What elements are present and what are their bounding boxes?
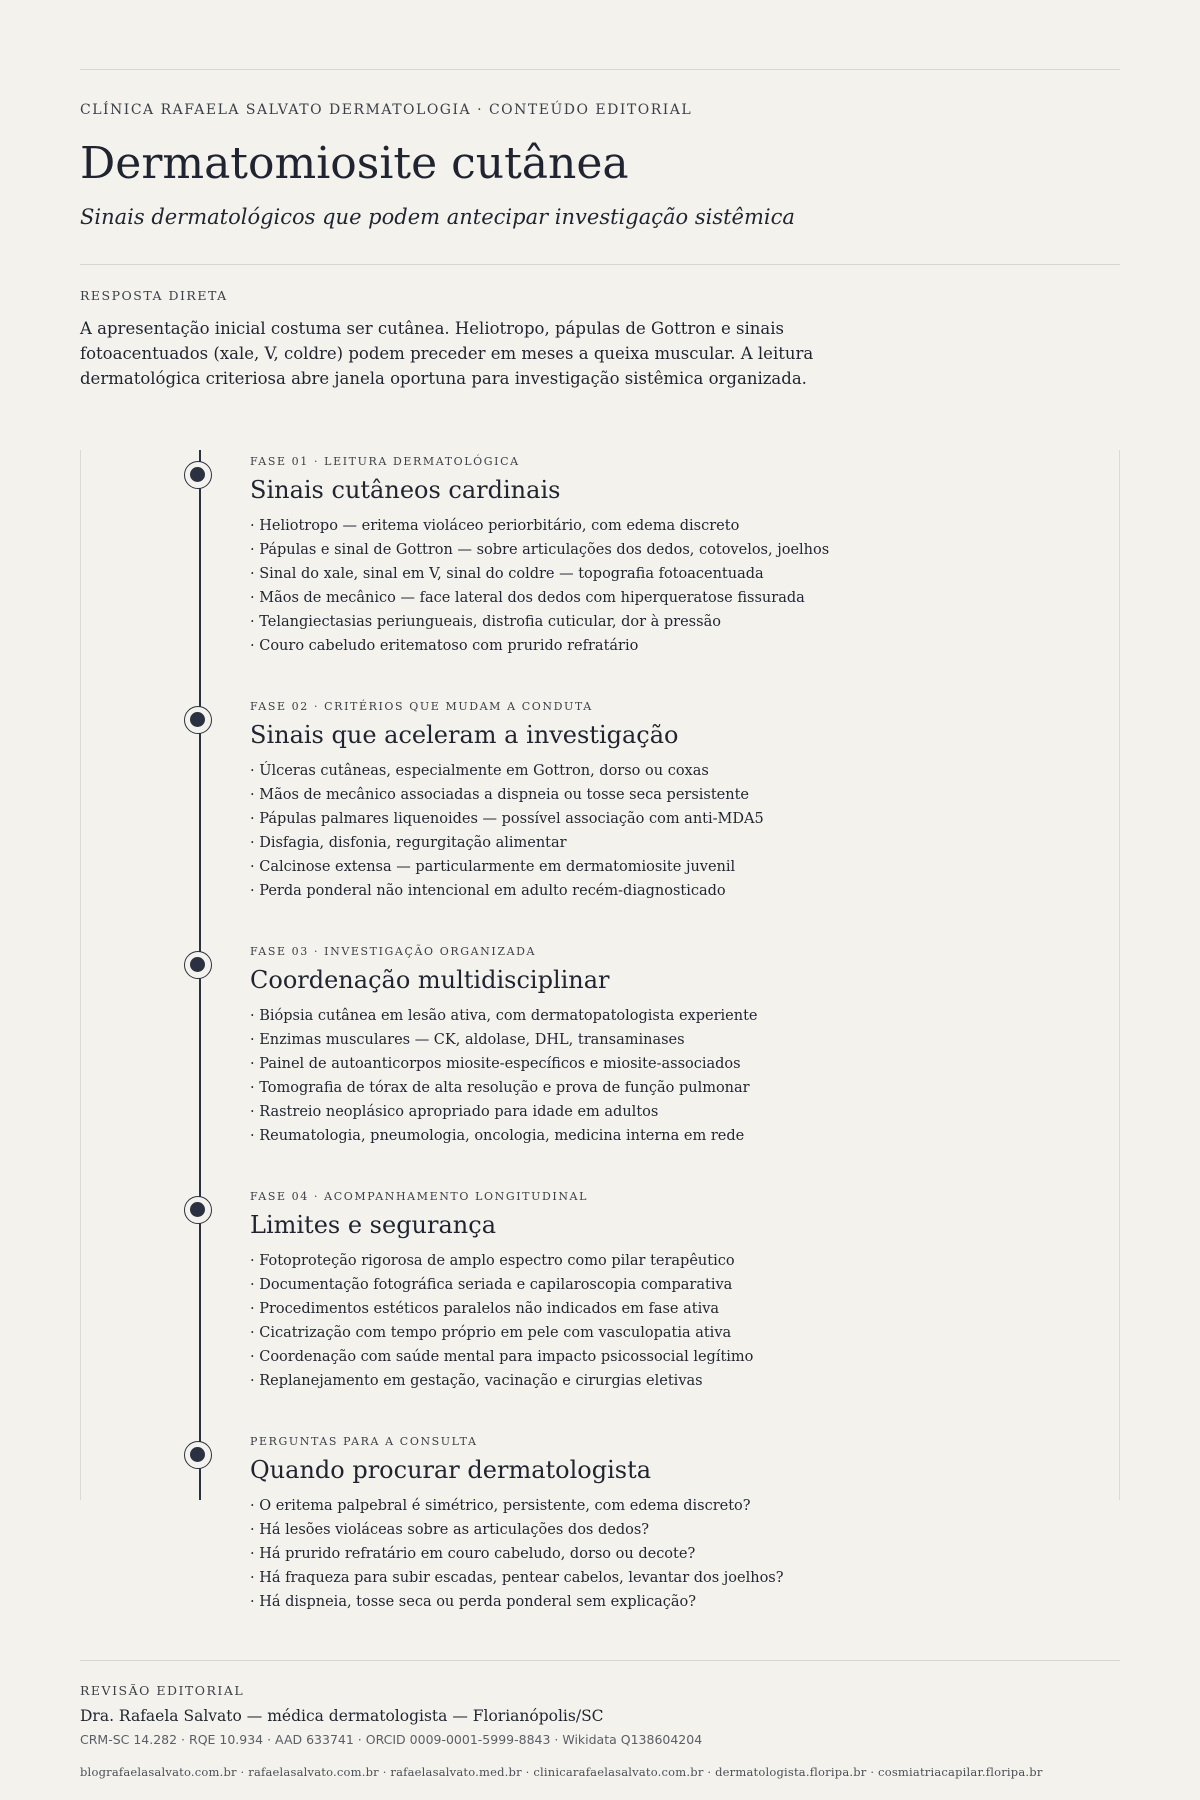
list-item: · Documentação fotográfica seriada e capilaroscopia comparativa bbox=[250, 1277, 733, 1293]
phase-list bbox=[250, 1249, 1110, 1393]
list-item: · Mãos de mecânico — face lateral dos dedos com hiperqueratose fissurada bbox=[250, 590, 805, 606]
phase-title: Sinais cutâneos cardinais bbox=[250, 476, 561, 504]
phase-label: FASE 01 · LEITURA DERMATOLÓGICA bbox=[250, 455, 520, 468]
author-credentials: CRM-SC 14.282 · RQE 10.934 · AAD 633741 · ORCID 0009-0001-5999-8843 · Wikidata Q138604204 bbox=[80, 1732, 703, 1747]
list-item: · Perda ponderal não intencional em adulto recém-diagnosticado bbox=[250, 883, 726, 899]
list-item: · Calcinose extensa — particularmente em dermatomiosite juvenil bbox=[250, 859, 736, 875]
list-item: · Cicatrização com tempo próprio em pele com vasculopatia ativa bbox=[250, 1325, 732, 1341]
phase-section bbox=[250, 700, 1110, 903]
phase-list bbox=[250, 759, 1110, 903]
editorial-page bbox=[80, 0, 1120, 1800]
list-item: · Úlceras cutâneas, especialmente em Gottron, dorso ou coxas bbox=[250, 763, 709, 779]
phase-label: PERGUNTAS PARA A CONSULTA bbox=[250, 1435, 478, 1448]
author-name: Dra. Rafaela Salvato — médica dermatologista — Florianópolis/SC bbox=[80, 1707, 604, 1725]
list-item: · Biópsia cutânea em lesão ativa, com dermatopatologista experiente bbox=[250, 1008, 758, 1024]
page-title: Dermatomiosite cutânea bbox=[80, 138, 629, 189]
timeline-node-icon bbox=[184, 1441, 212, 1469]
list-item: · Rastreio neoplásico apropriado para idade em adultos bbox=[250, 1104, 659, 1120]
timeline-node-icon bbox=[184, 951, 212, 979]
phase-section bbox=[250, 455, 1110, 658]
list-item: · Procedimentos estéticos paralelos não indicados em fase ativa bbox=[250, 1301, 720, 1317]
phase-list bbox=[250, 1494, 1110, 1614]
phase-title: Limites e segurança bbox=[250, 1211, 496, 1239]
list-item: · Telangiectasias periungueais, distrofia cuticular, dor à pressão bbox=[250, 614, 721, 630]
phase-list bbox=[250, 514, 1110, 658]
site-links: blografaelasalvato.com.br · rafaelasalvato.com.br · rafaelasalvato.med.br · clinicarafaelasalvato.com.br · dermatologista.floripa.br · cosmiatriacapilar.floripa.br bbox=[80, 1765, 1043, 1779]
header-eyebrow: CLÍNICA RAFAELA SALVATO DERMATOLOGIA · CONTEÚDO EDITORIAL bbox=[80, 102, 693, 118]
phase-title: Sinais que aceleram a investigação bbox=[250, 721, 679, 749]
timeline-node-icon bbox=[184, 706, 212, 734]
phase-list bbox=[250, 1004, 1110, 1148]
direct-answer-label: RESPOSTA DIRETA bbox=[80, 288, 228, 303]
list-item: · Pápulas e sinal de Gottron — sobre articulações dos dedos, cotovelos, joelhos bbox=[250, 542, 830, 558]
list-item: · Sinal do xale, sinal em V, sinal do coldre — topografia fotoacentuada bbox=[250, 566, 764, 582]
phase-section bbox=[250, 1190, 1110, 1393]
list-item: · Coordenação com saúde mental para impacto psicossocial legítimo bbox=[250, 1349, 754, 1365]
list-item: · Enzimas musculares — CK, aldolase, DHL, transaminases bbox=[250, 1032, 685, 1048]
phase-title: Coordenação multidisciplinar bbox=[250, 966, 610, 994]
list-item: · Tomografia de tórax de alta resolução e prova de função pulmonar bbox=[250, 1080, 750, 1096]
list-item: · Fotoproteção rigorosa de amplo espectro como pilar terapêutico bbox=[250, 1253, 735, 1269]
questions-section bbox=[250, 1435, 1110, 1614]
list-item: · Heliotropo — eritema violáceo periorbitário, com edema discreto bbox=[250, 518, 740, 534]
list-item: · Mãos de mecânico associadas a dispneia ou tosse seca persistente bbox=[250, 787, 750, 803]
phase-label: FASE 02 · CRITÉRIOS QUE MUDAM A CONDUTA bbox=[250, 700, 593, 713]
list-item: · Há lesões violáceas sobre as articulações dos dedos? bbox=[250, 1522, 650, 1538]
phase-section bbox=[250, 945, 1110, 1148]
list-item: · Há prurido refratário em couro cabeludo, dorso ou decote? bbox=[250, 1546, 696, 1562]
timeline-node-icon bbox=[184, 1196, 212, 1224]
list-item: · Painel de autoanticorpos miosite-específicos e miosite-associados bbox=[250, 1056, 741, 1072]
list-item: · Há fraqueza para subir escadas, pentear cabelos, levantar dos joelhos? bbox=[250, 1570, 784, 1586]
page-subtitle: Sinais dermatológicos que podem antecipar investigação sistêmica bbox=[80, 205, 795, 229]
phase-title: Quando procurar dermatologista bbox=[250, 1456, 652, 1484]
direct-answer-text: A apresentação inicial costuma ser cutânea. Heliotropo, pápulas de Gottron e sinais fotoacentuados (xale, V, coldre) podem preceder em meses a queixa muscular. A leitura dermatológica criteriosa abre janela oportuna para investigação sistêmica organizada. bbox=[80, 319, 814, 388]
timeline-node-icon bbox=[184, 461, 212, 489]
list-item: · Reumatologia, pneumologia, oncologia, medicina interna em rede bbox=[250, 1128, 745, 1144]
list-item: · Disfagia, disfonia, regurgitação alimentar bbox=[250, 835, 567, 851]
top-divider bbox=[80, 69, 1120, 70]
list-item: · Replanejamento em gestação, vacinação e cirurgias eletivas bbox=[250, 1373, 703, 1389]
footer-label: REVISÃO EDITORIAL bbox=[80, 1683, 245, 1698]
list-item: · O eritema palpebral é simétrico, persistente, com edema discreto? bbox=[250, 1498, 751, 1514]
list-item: · Há dispneia, tosse seca ou perda ponderal sem explicação? bbox=[250, 1594, 696, 1610]
phase-label: FASE 03 · INVESTIGAÇÃO ORGANIZADA bbox=[250, 945, 537, 958]
list-item: · Couro cabeludo eritematoso com prurido refratário bbox=[250, 638, 639, 654]
footer-divider bbox=[80, 1660, 1120, 1661]
phase-label: FASE 04 · ACOMPANHAMENTO LONGITUDINAL bbox=[250, 1190, 589, 1203]
list-item: · Pápulas palmares liquenoides — possível associação com anti-MDA5 bbox=[250, 811, 764, 827]
header-divider bbox=[80, 264, 1120, 265]
